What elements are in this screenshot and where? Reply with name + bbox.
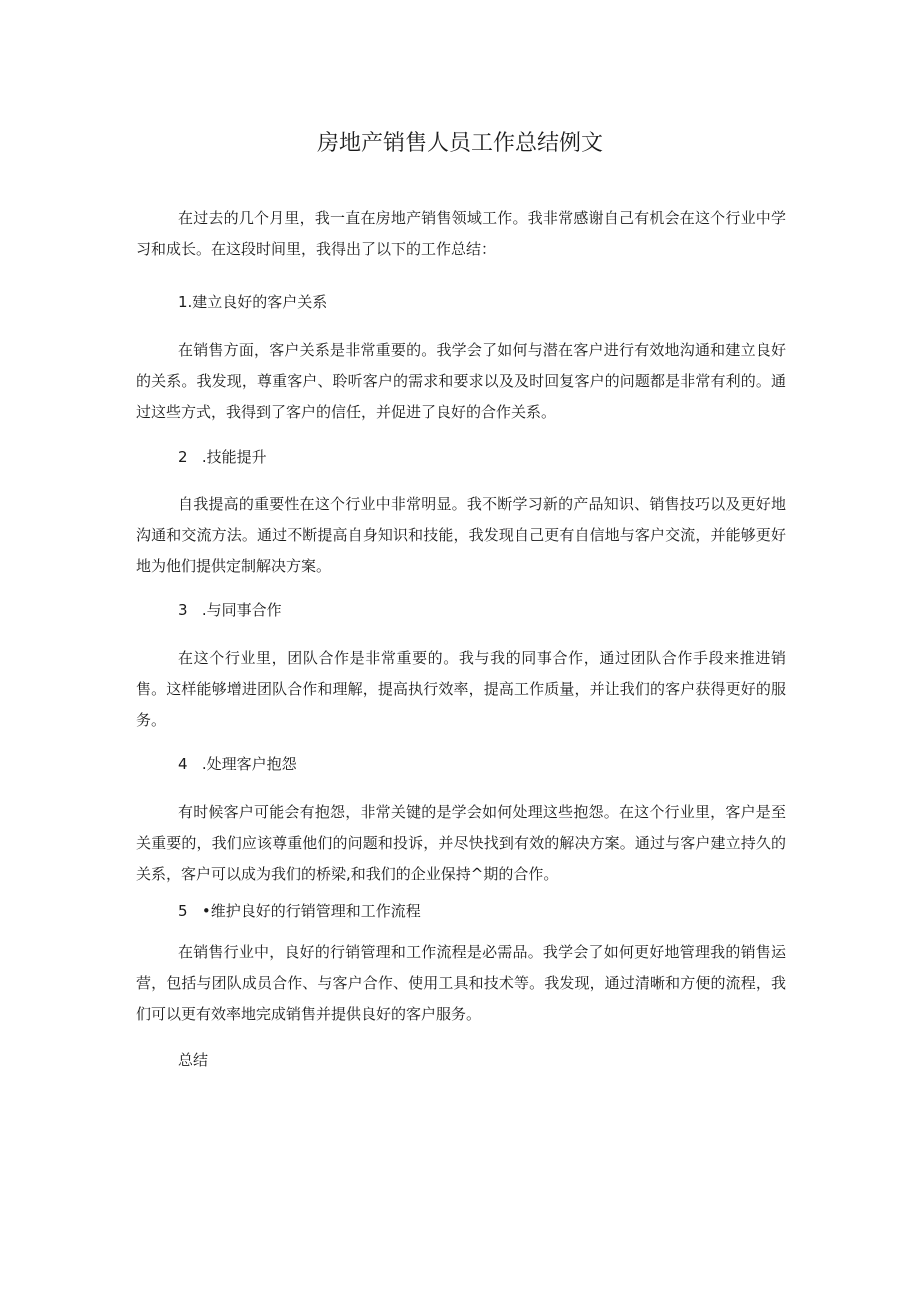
section-body-3: 在这个行业里，团队合作是非常重要的。我与我的同事合作，通过团队合作手段来推进销售。这样能够增进团队合作和理解，提高执行效率，提高工作质量，并让我们的客户获得更好的服务。 — [136, 649, 786, 729]
section-heading-2: 2 .技能提升 — [178, 448, 267, 466]
section-body-5: 在销售行业中，良好的行销管理和工作流程是必需品。我学会了如何更好地管理我的销售运营，包括与团队成员合作、与客户合作、使用工具和技术等。我发现，通过清晰和方便的流程，我们可以更有效率地完成销售并提供良好的客户服务。 — [136, 943, 786, 1023]
section-body-4: 有时候客户可能会有抱怨，非常关键的是学会如何处理这些抱怨。在这个行业里，客户是至关重要的，我们应该尊重他们的问题和投诉，并尽快找到有效的解决方案。通过与客户建立持久的关系，客户可以成为我们的桥梁,和我们的企业保持^期的合作。 — [136, 803, 786, 883]
summary-heading: 总结 — [178, 1051, 209, 1069]
section-body-2: 自我提高的重要性在这个行业中非常明显。我不断学习新的产品知识、销售技巧以及更好地沟通和交流方法。通过不断提高自身知识和技能，我发现自己更有自信地与客户交流，并能够更好地为他们提供定制解决方案。 — [136, 495, 786, 575]
document-title: 房地产销售人员工作总结例文 — [316, 131, 603, 156]
section-body-1: 在销售方面，客户关系是非常重要的。我学会了如何与潜在客户进行有效地沟通和建立良好的关系。我发现，尊重客户、聆听客户的需求和要求以及及时回复客户的问题都是非常有利的。通过这些方式，我得到了客户的信任，并促进了良好的合作关系。 — [136, 341, 786, 421]
section-heading-1: 1.建立良好的客户关系 — [178, 293, 328, 311]
intro-paragraph: 在过去的几个月里，我一直在房地产销售领域工作。我非常感谢自己有机会在这个行业中学习和成长。在这段时间里，我得出了以下的工作总结： — [136, 209, 786, 258]
section-heading-3: 3 .与同事合作 — [178, 601, 282, 619]
section-heading-4: 4 .处理客户抱怨 — [178, 755, 297, 773]
section-heading-5: 5 •维护良好的行销管理和工作流程 — [178, 902, 421, 920]
